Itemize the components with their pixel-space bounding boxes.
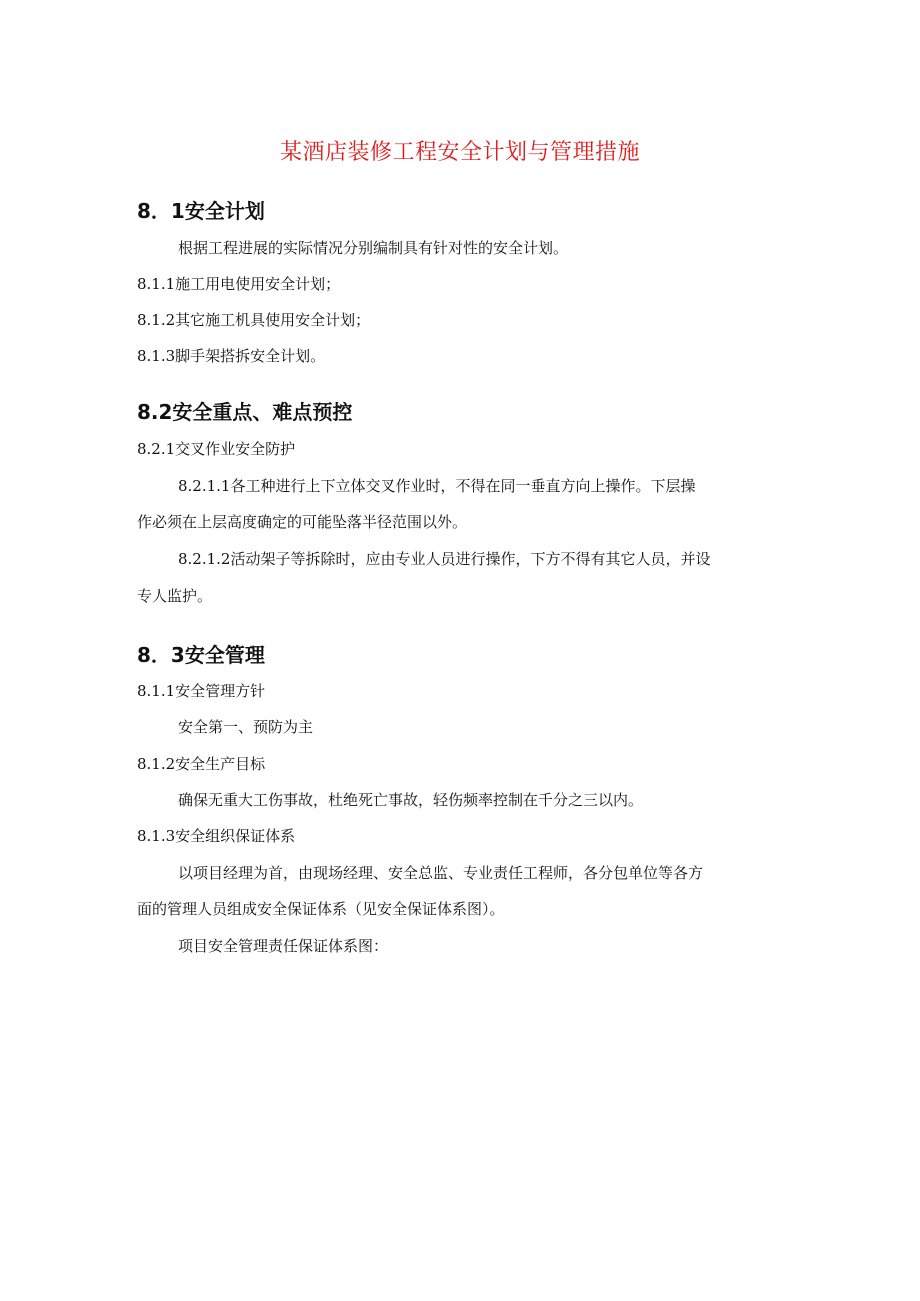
paragraph-8-2-1-1-line-2: 作必须在上层高度确定的可能坠落半径范围以外。 xyxy=(137,513,468,531)
section-heading-8-3: 8．3安全管理 xyxy=(137,643,265,667)
paragraph-8-2-1-1-line-1: 8.2.1.1各工种进行上下立体交叉作业时，不得在同一垂直方向上操作。下层操 xyxy=(178,477,696,495)
section-heading-8-2: 8.2安全重点、难点预控 xyxy=(137,400,353,424)
subsection-heading-8-2-1: 8.2.1交叉作业安全防护 xyxy=(137,440,296,458)
section-heading-8-1: 8．1安全计划 xyxy=(137,199,265,223)
list-item-8-1-1: 8.1.1施工用电使用安全计划； xyxy=(137,275,341,293)
list-item-8-1-3: 8.1.3脚手架搭拆安全计划。 xyxy=(137,347,326,365)
organization-text-line-1: 以项目经理为首，由现场经理、安全总监、专业责任工程师，各分包单位等各方 xyxy=(178,864,704,882)
subsection-label-organization: 8.1.3安全组织保证体系 xyxy=(137,827,296,845)
list-item-8-1-2: 8.1.2其它施工机具使用安全计划； xyxy=(137,311,371,329)
document-title: 某酒店装修工程安全计划与管理措施 xyxy=(279,140,640,165)
policy-text: 安全第一、预防为主 xyxy=(178,718,314,736)
paragraph-8-2-1-2-line-1: 8.2.1.2活动架子等拆除时，应由专业人员进行操作，下方不得有其它人员，并设 xyxy=(178,550,711,568)
paragraph-8-2-1-2-line-2: 专人监护。 xyxy=(137,587,213,605)
goal-text: 确保无重大工伤事故，杜绝死亡事故，轻伤频率控制在千分之三以内。 xyxy=(178,791,644,809)
subsection-label-policy: 8.1.1安全管理方针 xyxy=(137,682,266,700)
section-8-1-intro: 根据工程进展的实际情况分别编制具有针对性的安全计划。 xyxy=(178,239,569,257)
closing-caption: 项目安全管理责任保证体系图： xyxy=(178,937,389,955)
subsection-label-goal: 8.1.2安全生产目标 xyxy=(137,755,266,773)
organization-text-line-2: 面的管理人员组成安全保证体系（见安全保证体系图）。 xyxy=(137,900,505,918)
